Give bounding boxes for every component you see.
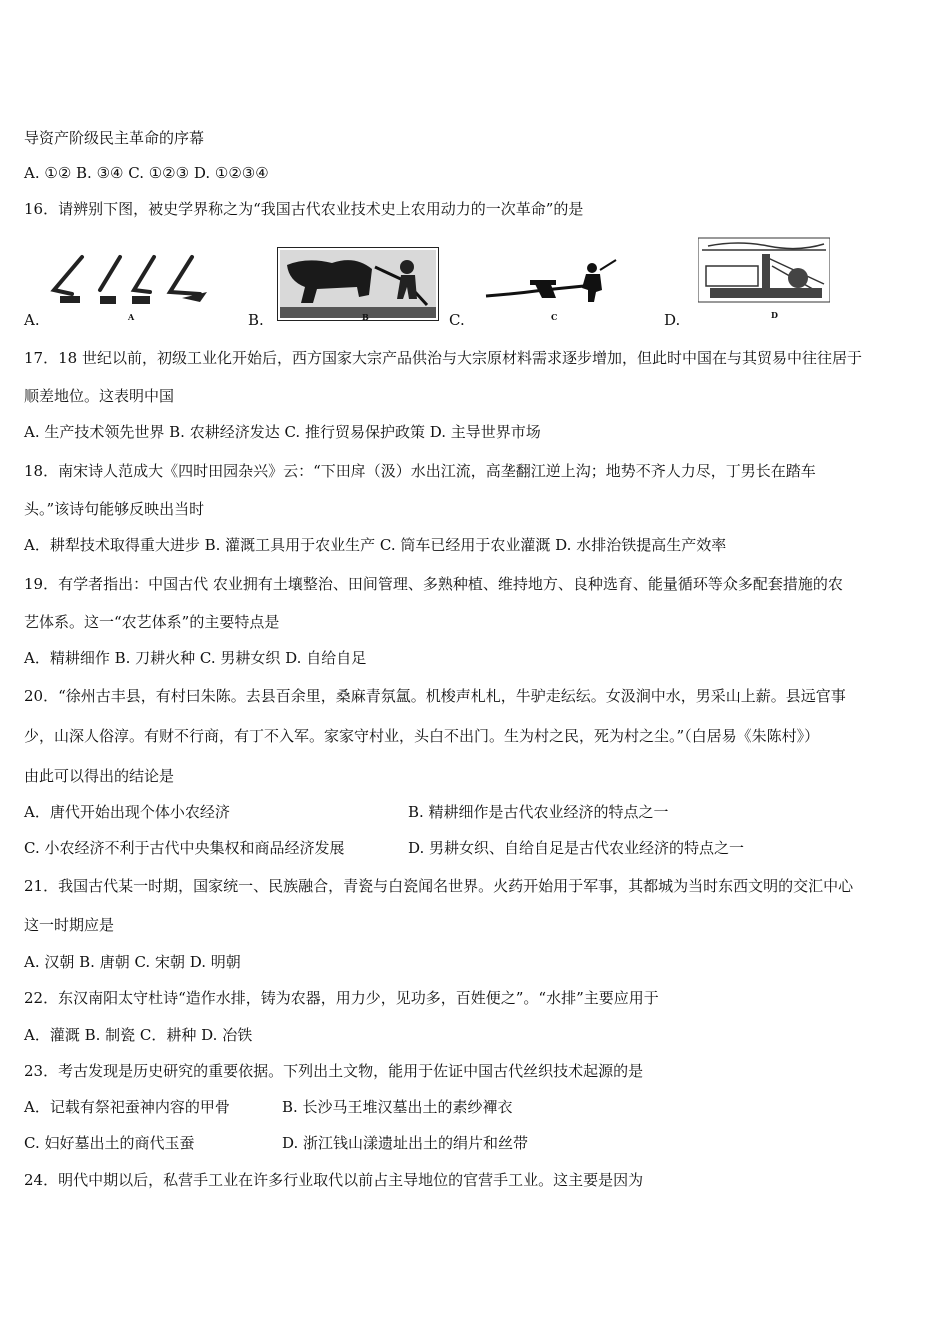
figure-caption-a: A: [128, 312, 135, 322]
text-line: 头。”该诗句能够反映出当时: [24, 500, 205, 518]
question-16: 16．请辨别下图，被史学界称之为“我国古代农业技术史上农用动力的一次革命”的是: [24, 200, 584, 218]
plow-farmer-image: [484, 258, 629, 303]
answer-options: A．耕犁技术取得重大进步 B. 灌溉工具用于农业生产 C. 筒车已经用于农业灌溉 D. 水排治铁提高生产效率: [24, 536, 727, 554]
answer-option-a: A．唐代开始出现个体小农经济: [24, 803, 230, 821]
answer-options: A．精耕细作 B. 刀耕火种 C. 男耕女织 D. 自给自足: [24, 649, 367, 667]
figure-caption-d: D: [771, 310, 778, 320]
text-line: 顺差地位。这表明中国: [24, 387, 175, 405]
answer-options: A. ①② B. ③④ C. ①②③ D. ①②③④: [24, 164, 269, 182]
answer-option-d: D. 男耕女织、自给自足是古代农业经济的特点之一: [408, 839, 745, 857]
question-19: 19．有学者指出：中国古代 农业拥有土壤整治、田间管理、多熟种植、维持地方、良种选育、能量循环等众多配套措施的农: [24, 575, 843, 593]
answer-option-d: D. 浙江钱山漾遗址出土的绢片和丝带: [282, 1134, 529, 1152]
question-18: 18．南宋诗人范成大《四时田园杂兴》云：“下田戽（汲）水出江流，高垄翻江逆上沟；地势不齐人力尽，丁男长在踏车: [24, 462, 816, 480]
hoe-tools-image: [42, 252, 217, 307]
question-23: 23．考古发现是历史研究的重要依据。下列出土文物，能用于佐证中国古代丝织技术起源的是: [24, 1062, 644, 1080]
text-line: 这一时期应是: [24, 916, 115, 934]
question-17: 17．18 世纪以前，初级工业化开始后，西方国家大宗产品供治与大宗原材料需求逐步增加，但此时中国在与其贸易中往往居于: [24, 349, 862, 367]
answer-option-b: B. 长沙马王堆汉墓出土的素纱襌衣: [282, 1098, 513, 1116]
ox-plowing-image: [277, 247, 439, 321]
text-line: 导资产阶级民主革命的序幕: [24, 129, 205, 147]
figure-caption-b: B: [362, 312, 369, 322]
text-line: 少，山深人俗淳。有财不行商，有丁不入军。家家守村业，头白不出门。生为村之民，死为村之尘。”（白居易《朱陈村》）: [24, 727, 820, 745]
question-22: 22．东汉南阳太守杜诗“造作水排，铸为农器，用力少，见功多，百姓便之”。“水排”主要应用于: [24, 989, 659, 1007]
answer-option-b: B. 精耕细作是古代农业经济的特点之一: [408, 803, 669, 821]
answer-option-a: A．记载有祭祀蚕神内容的甲骨: [24, 1098, 230, 1116]
answer-option-c: C. 妇好墓出土的商代玉蚕: [24, 1134, 195, 1152]
question-20: 20．“徐州古丰县，有村曰朱陈。去县百余里，桑麻青氛氲。机梭声札札，牛驴走纭纭。女汲涧中水，男采山上薪。县远官事: [24, 687, 846, 705]
text-line: 艺体系。这一“农艺体系”的主要特点是: [24, 613, 280, 631]
figure-label-d: D.: [664, 311, 681, 329]
question-21: 21．我国古代某一时期，国家统一、民族融合，青瓷与白瓷闻名世界。火药开始用于军事，其都城为当时东西文明的交汇中心: [24, 877, 854, 895]
water-wheel-image: [698, 236, 830, 304]
question-24: 24．明代中期以后，私营手工业在许多行业取代以前占主导地位的官营手工业。这主要是因为: [24, 1171, 644, 1189]
answer-options: A．灌溉 B. 制瓷 C．耕种 D. 冶铁: [24, 1026, 253, 1044]
answer-options: A. 生产技术领先世界 B. 农耕经济发达 C. 推行贸易保护政策 D. 主导世界市场: [24, 423, 541, 441]
figure-caption-c: C: [551, 312, 558, 322]
figure-label-a: A.: [24, 311, 40, 329]
answer-option-c: C. 小农经济不利于古代中央集权和商品经济发展: [24, 839, 345, 857]
figure-label-b: B.: [248, 311, 264, 329]
answer-options: A. 汉朝 B. 唐朝 C. 宋朝 D. 明朝: [24, 953, 241, 971]
figure-label-c: C.: [449, 311, 465, 329]
text-line: 由此可以得出的结论是: [24, 767, 175, 785]
